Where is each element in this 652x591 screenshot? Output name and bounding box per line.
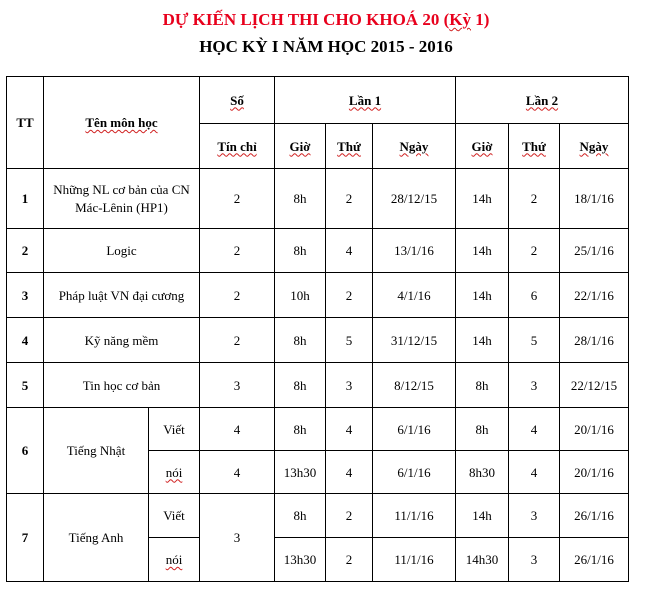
header-thu-2: Thứ bbox=[509, 124, 560, 169]
table-row bbox=[7, 229, 629, 273]
day-1: 4 bbox=[326, 408, 373, 451]
time-1: 8h bbox=[275, 169, 326, 229]
row-number: 3 bbox=[7, 273, 44, 318]
subject-name: Tiếng Nhật bbox=[44, 408, 149, 494]
day-2: 2 bbox=[509, 169, 560, 229]
exam-schedule-table bbox=[6, 76, 629, 582]
date-2: 20/1/16 bbox=[560, 408, 629, 451]
day-1: 3 bbox=[326, 363, 373, 408]
subject-name: Pháp luật VN đại cương bbox=[44, 273, 200, 318]
date-2: 25/1/16 bbox=[560, 229, 629, 273]
date-2: 20/1/16 bbox=[560, 451, 629, 494]
day-1: 2 bbox=[326, 273, 373, 318]
day-2: 2 bbox=[509, 229, 560, 273]
header-lan1: Lần 1 bbox=[275, 77, 456, 124]
day-2: 4 bbox=[509, 451, 560, 494]
subject-name: Logic bbox=[44, 229, 200, 273]
day-2: 3 bbox=[509, 494, 560, 538]
subject-name: Những NL cơ bản của CN Mác-Lênin (HP1) bbox=[44, 169, 200, 229]
page-subtitle: HỌC KỲ I NĂM HỌC 2015 - 2016 bbox=[199, 37, 453, 56]
time-2: 8h bbox=[456, 363, 509, 408]
header-so: Số bbox=[200, 77, 275, 124]
time-1: 10h bbox=[275, 273, 326, 318]
day-1: 2 bbox=[326, 538, 373, 582]
credits: 2 bbox=[200, 273, 275, 318]
row-number: 4 bbox=[7, 318, 44, 363]
date-1: 11/1/16 bbox=[373, 538, 456, 582]
table-row bbox=[7, 273, 629, 318]
table-row bbox=[7, 494, 629, 538]
time-2: 8h30 bbox=[456, 451, 509, 494]
header-ngay-2: Ngày bbox=[560, 124, 629, 169]
table-row bbox=[7, 363, 629, 408]
day-2: 3 bbox=[509, 538, 560, 582]
date-1: 31/12/15 bbox=[373, 318, 456, 363]
date-2: 26/1/16 bbox=[560, 494, 629, 538]
day-1: 2 bbox=[326, 494, 373, 538]
credits: 3 bbox=[200, 494, 275, 582]
time-2: 14h bbox=[456, 494, 509, 538]
row-number: 2 bbox=[7, 229, 44, 273]
sub-part: nói bbox=[149, 538, 200, 582]
day-2: 4 bbox=[509, 408, 560, 451]
date-2: 22/1/16 bbox=[560, 273, 629, 318]
time-2: 14h bbox=[456, 318, 509, 363]
day-1: 4 bbox=[326, 229, 373, 273]
time-1: 13h30 bbox=[275, 451, 326, 494]
time-1: 13h30 bbox=[275, 538, 326, 582]
page-title bbox=[0, 10, 652, 30]
subject-name: Kỹ năng mềm bbox=[44, 318, 200, 363]
row-number: 7 bbox=[7, 494, 44, 582]
day-2: 5 bbox=[509, 318, 560, 363]
time-2: 14h30 bbox=[456, 538, 509, 582]
time-1: 8h bbox=[275, 363, 326, 408]
time-1: 8h bbox=[275, 318, 326, 363]
sub-part: Viết bbox=[149, 494, 200, 538]
subject-name: Tin học cơ bản bbox=[44, 363, 200, 408]
header-gio-2: Giờ bbox=[456, 124, 509, 169]
header-tt: TT bbox=[7, 77, 44, 169]
date-1: 8/12/15 bbox=[373, 363, 456, 408]
sub-part: nói bbox=[149, 451, 200, 494]
table-row bbox=[7, 318, 629, 363]
title-suffix: 1) bbox=[470, 10, 490, 29]
row-number: 5 bbox=[7, 363, 44, 408]
time-1: 8h bbox=[275, 408, 326, 451]
sub-part: Viết bbox=[149, 408, 200, 451]
day-1: 5 bbox=[326, 318, 373, 363]
subject-name: Tiếng Anh bbox=[44, 494, 149, 582]
date-1: 6/1/16 bbox=[373, 408, 456, 451]
date-2: 18/1/16 bbox=[560, 169, 629, 229]
day-1: 2 bbox=[326, 169, 373, 229]
day-1: 4 bbox=[326, 451, 373, 494]
date-1: 6/1/16 bbox=[373, 451, 456, 494]
row-number: 1 bbox=[7, 169, 44, 229]
date-2: 22/12/15 bbox=[560, 363, 629, 408]
row-number: 6 bbox=[7, 408, 44, 494]
time-1: 8h bbox=[275, 229, 326, 273]
credits: 2 bbox=[200, 229, 275, 273]
header-lan2: Lần 2 bbox=[456, 77, 629, 124]
header-subject: Tên môn học bbox=[44, 77, 200, 169]
credits: 2 bbox=[200, 318, 275, 363]
header-ngay-1: Ngày bbox=[373, 124, 456, 169]
time-1: 8h bbox=[275, 494, 326, 538]
time-2: 14h bbox=[456, 229, 509, 273]
day-2: 6 bbox=[509, 273, 560, 318]
time-2: 14h bbox=[456, 169, 509, 229]
header-row bbox=[7, 77, 629, 124]
day-2: 3 bbox=[509, 363, 560, 408]
header-thu-1: Thứ bbox=[326, 124, 373, 169]
credits: 4 bbox=[200, 451, 275, 494]
time-2: 14h bbox=[456, 273, 509, 318]
date-1: 28/12/15 bbox=[373, 169, 456, 229]
date-1: 11/1/16 bbox=[373, 494, 456, 538]
table-row bbox=[7, 169, 629, 229]
date-2: 28/1/16 bbox=[560, 318, 629, 363]
date-2: 26/1/16 bbox=[560, 538, 629, 582]
table-row bbox=[7, 408, 629, 451]
credits: 4 bbox=[200, 408, 275, 451]
header-tinchi: Tín chỉ bbox=[200, 124, 275, 169]
date-1: 13/1/16 bbox=[373, 229, 456, 273]
time-2: 8h bbox=[456, 408, 509, 451]
title-ky: Kỳ bbox=[449, 10, 471, 29]
title-prefix: DỰ KIẾN LỊCH THI CHO KHOÁ 20 ( bbox=[162, 10, 450, 29]
header-gio-1: Giờ bbox=[275, 124, 326, 169]
credits: 3 bbox=[200, 363, 275, 408]
credits: 2 bbox=[200, 169, 275, 229]
date-1: 4/1/16 bbox=[373, 273, 456, 318]
